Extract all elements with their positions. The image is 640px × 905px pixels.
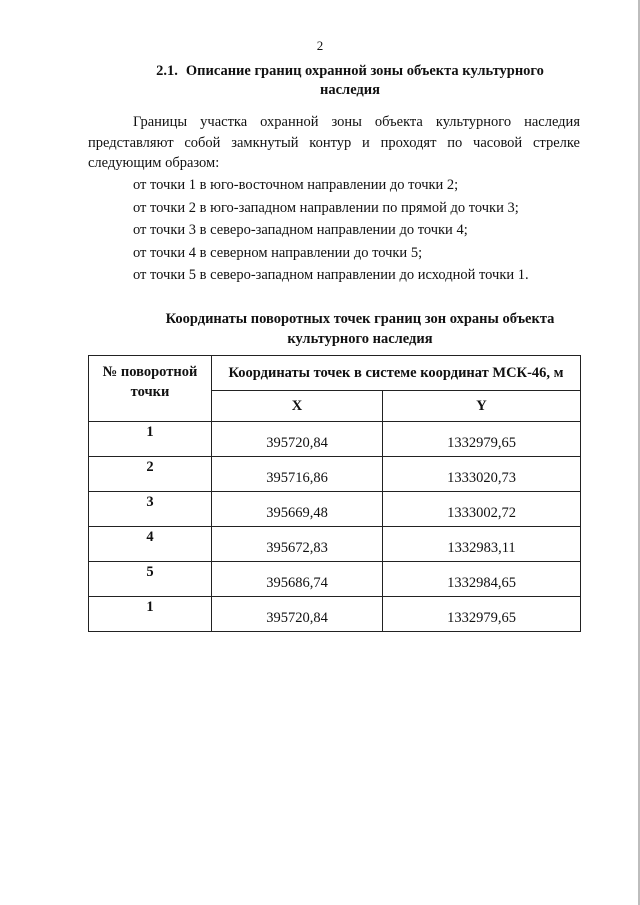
boundary-step: от точки 3 в северо-западном направлении до точки 4; [133,222,468,238]
boundary-steps-list [133,174,593,287]
table-row [89,492,581,527]
coord-x: 395720,84 [212,597,383,632]
coordinates-table [88,355,581,632]
header-point-number [89,356,212,422]
table-row [89,457,581,492]
section-title-line2: наследия [320,82,380,98]
point-number: 4 [89,527,212,562]
table-row [89,527,581,562]
header-point-number-line1: № поворотной [102,364,198,380]
boundary-step: от точки 5 в северо-западном направлении до исходной точки 1. [133,267,529,283]
header-point-number-line2: точки [130,384,170,400]
coord-y: 1333020,73 [383,457,581,492]
intro-paragraph: Границы участка охранной зоны объекта культурного наследия представляют собой замкнутый контур и проходят по часовой стрелке следующим образом: [88,114,580,171]
coord-y: 1332979,65 [383,422,581,457]
table-row [89,562,581,597]
header-coordinates: Координаты точек в системе координат МСК-46, м [212,356,581,391]
table-row [89,597,581,632]
section-title [120,62,580,100]
coord-x: 395669,48 [212,492,383,527]
header-y: Y [383,391,581,422]
point-number: 1 [89,422,212,457]
coord-y: 1332979,65 [383,597,581,632]
coord-x: 395716,86 [212,457,383,492]
section-number: 2.1. [156,63,178,79]
point-number: 5 [89,562,212,597]
table-title [130,309,590,349]
point-number: 1 [89,597,212,632]
coord-y: 1333002,72 [383,492,581,527]
coord-x: 395672,83 [212,527,383,562]
header-x: X [212,391,383,422]
coord-y: 1332983,11 [383,527,581,562]
boundary-step: от точки 4 в северном направлении до точки 5; [133,244,423,261]
table-title-line2: культурного наследия [287,331,433,347]
point-number: 3 [89,492,212,527]
section-title-text: Описание границ охранной зоны объекта культурного [185,63,544,79]
point-number: 2 [89,457,212,492]
section-title-line1 [120,62,580,81]
page-number: 2 [316,38,324,53]
table-title-line1: Координаты поворотных точек границ зон охраны объекта [165,311,555,327]
coord-y: 1332984,65 [383,562,581,597]
table-row [89,422,581,457]
boundary-step: от точки 2 в юго-западном направлении по прямой до точки 3; [133,199,519,216]
coord-x: 395686,74 [212,562,383,597]
coord-x: 395720,84 [212,422,383,457]
boundary-step: от точки 1 в юго-восточном направлении до точки 2; [133,177,459,193]
